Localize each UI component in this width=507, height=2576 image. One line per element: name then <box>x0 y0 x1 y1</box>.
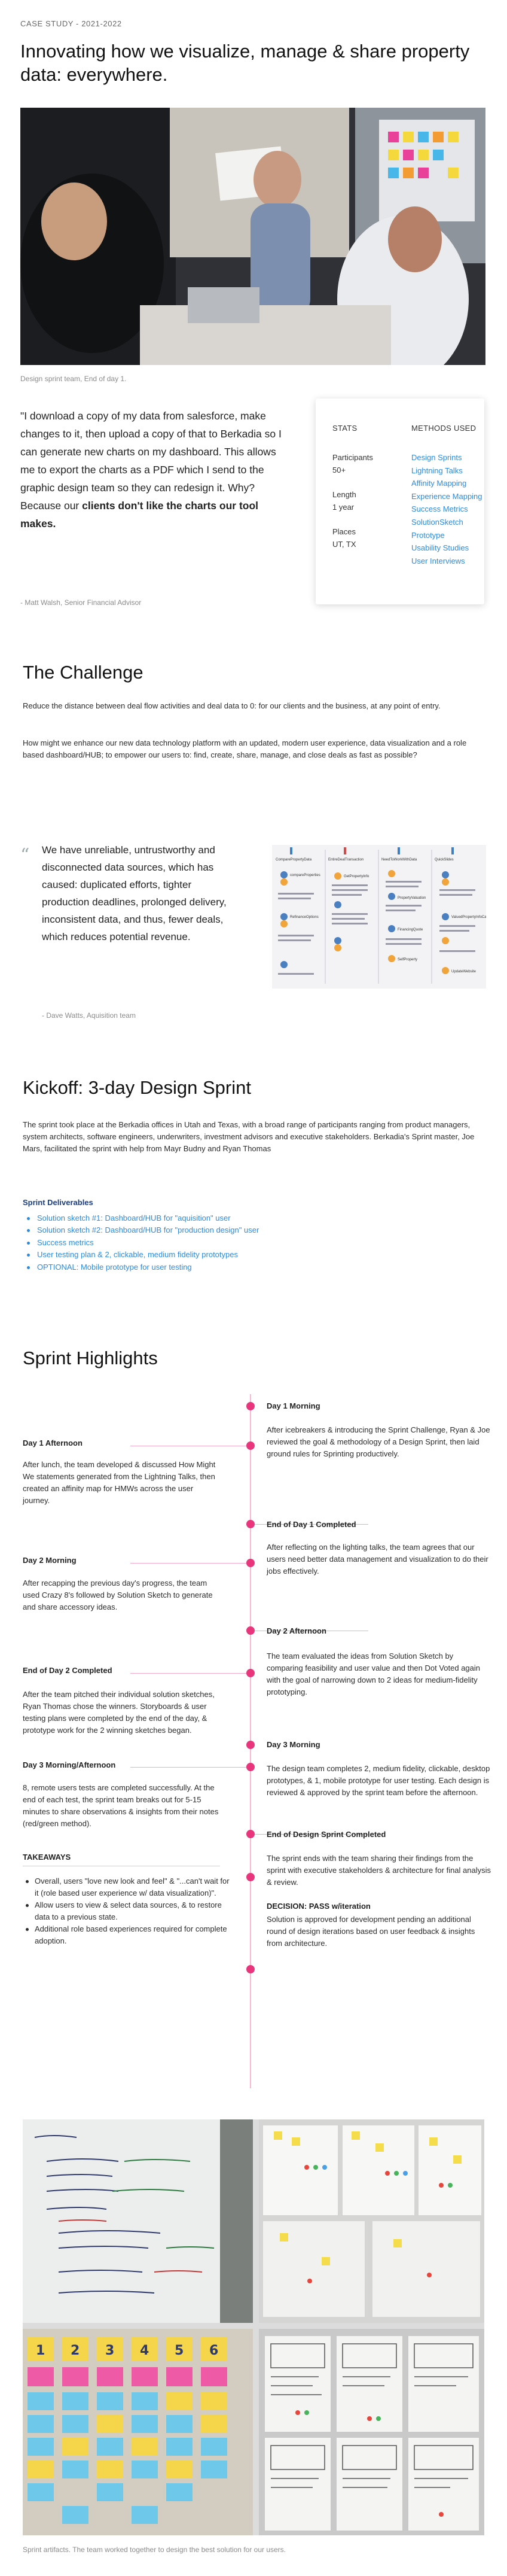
timeline-left-heading: Day 3 Morning/Afternoon <box>23 1760 116 1769</box>
stats-heading: STATS <box>332 424 358 433</box>
stats-card <box>316 399 484 604</box>
method-link[interactable]: Affinity Mapping <box>411 479 467 488</box>
challenge-title: The Challenge <box>23 662 143 683</box>
timeline-left-text: 8, remote users tests are completed successfully. At the end of each test, the sprint team breaks out for 5-15 minutes to share observations & insights from their notes (red/green method). <box>23 1783 219 1828</box>
deliverable-item[interactable]: Solution sketch #2: Dashboard/HUB for "production design" user <box>37 1224 259 1236</box>
diagram-node-label: GetPropertyInfo <box>344 875 369 878</box>
timeline-dot <box>246 1965 255 1973</box>
diagram-node-label: FinancingQuote <box>398 928 423 932</box>
timeline-dot <box>246 1830 255 1838</box>
timeline-dot <box>246 1873 255 1881</box>
quote-mark-icon: “ <box>20 845 30 866</box>
diagram-node-label: ValuedPropertyInfoCard <box>451 916 486 919</box>
board-number: 6 <box>209 2343 219 2358</box>
timeline-left-heading: Day 1 Afternoon <box>23 1438 83 1447</box>
deliverables-list <box>37 1212 259 1273</box>
diagram-node-label: RefinanceOptions <box>290 916 319 919</box>
timeline-right-heading: End of Design Sprint Completed <box>267 1830 386 1839</box>
hero-caption: Design sprint team, End of day 1. <box>20 375 127 383</box>
deliverable-item[interactable]: User testing plan & 2, clickable, medium fidelity prototypes <box>37 1249 259 1261</box>
method-link[interactable]: Design Sprints <box>411 453 462 462</box>
sprint-artifacts-photos <box>23 2119 484 2535</box>
challenge-quote-attribution: - Dave Watts, Aquisition team <box>42 1011 136 1020</box>
highlights-title: Sprint Highlights <box>23 1348 158 1368</box>
timeline-left-text: After the team pitched their individual solution sketches, Ryan Thomas chose the winners. Storyboards & user testing plans were completed by the end of the day, & prototype work for the 2 winning sketches began. <box>23 1690 215 1735</box>
timeline-right-heading: End of Day 1 Completed <box>267 1520 356 1529</box>
challenge-para-1: Reduce the distance between deal flow activities and deal data to 0: for our clients and the business, at any point of entry. <box>23 701 441 710</box>
timeline-right-heading: Day 2 Afternoon <box>267 1626 326 1635</box>
diagram-column-label: QuickSlides <box>435 858 454 862</box>
board-number: 4 <box>140 2343 149 2358</box>
timeline-right-heading: Day 3 Morning <box>267 1740 320 1749</box>
timeline-left-text: After recapping the previous day's progress, the team used Crazy 8's followed by Solution Sketch to generate and share accessory ideas. <box>23 1579 213 1611</box>
intro-quote <box>20 407 283 533</box>
length-label: Length <box>332 490 356 499</box>
participants-label: Participants <box>332 453 373 462</box>
diagram-column-label: NeedToWorkWithData <box>381 858 417 862</box>
diagram-node-label: SelfProperty <box>398 958 418 962</box>
takeaway-item: Overall, users "love new look and feel" & "...can't wait for it (role based user experience w/ data visualization)". <box>35 1875 232 1899</box>
timeline-dot <box>246 1402 255 1410</box>
timeline-left-text: After lunch, the team developed & discussed How Might We statements generated from the Lightning Talks, then created an affinity map for HMWs across the user journey. <box>23 1460 216 1505</box>
timeline-right-heading: Day 1 Morning <box>267 1401 320 1410</box>
kickoff-title: Kickoff: 3-day Design Sprint <box>23 1077 251 1098</box>
deliverable-item[interactable]: Success metrics <box>37 1237 259 1249</box>
timeline-left-heading: End of Day 2 Completed <box>23 1666 112 1675</box>
method-link[interactable]: SolutionSketch <box>411 517 463 527</box>
page-title: Innovating how we visualize, manage & share property data: everywhere. <box>20 41 470 85</box>
method-link[interactable]: Lightning Talks <box>411 466 463 475</box>
places-value: UT, TX <box>332 540 356 549</box>
intro-quote-emphasis: clients don't like the charts our tool makes. <box>20 500 259 530</box>
diagram-node-label: PropertyValuation <box>398 896 426 900</box>
takeaway-item: Additional role based experiences required for complete adoption. <box>35 1923 232 1947</box>
artifacts-caption: Sprint artifacts. The team worked together to design the best solution for our users. <box>23 2545 286 2554</box>
case-study-eyebrow: CASE STUDY - 2021-2022 <box>20 19 122 28</box>
takeaways-list <box>35 1875 232 1947</box>
deliverables-title: Sprint Deliverables <box>23 1198 93 1207</box>
decision-text: Solution is approved for development pending an additional round of design iterations based on user feedback & insights from architecture. <box>267 1915 475 1948</box>
timeline-dot <box>246 1559 255 1567</box>
takeaway-item: Allow users to view & select data sources, & to restore data to a previous state. <box>35 1899 232 1923</box>
timeline-connector <box>130 1563 246 1564</box>
places-label: Places <box>332 527 356 536</box>
diagram-column-label: EntireDealTransaction <box>328 858 364 862</box>
timeline-right-text: The team evaluated the ideas from Solution Sketch by comparing feasibility and user value and then Dot Voted again with the goal of narrowing down to 2 ideas for medium-fidelity prototyping. <box>267 1652 481 1696</box>
board-number: 1 <box>36 2343 45 2358</box>
timeline-dot <box>246 1520 255 1528</box>
timeline-dot <box>246 1669 255 1677</box>
diagram-column-label: ComparePropertyData <box>276 858 312 862</box>
timeline-left-heading: Day 2 Morning <box>23 1556 77 1565</box>
method-link[interactable]: Usability Studies <box>411 543 469 553</box>
intro-quote-text: "I download a copy of my data from salesforce, make changes to it, then upload a copy of that to Berkadia so I can generate new charts on my dashboard. This allows me to export the charts as a PDF which I send to the graphic design team so they can redesign it. Why? Because our <box>20 410 282 512</box>
timeline-connector <box>130 1673 246 1674</box>
hero-photo <box>20 108 485 365</box>
experience-map-diagram <box>272 845 486 989</box>
kickoff-para: The sprint took place at the Berkadia offices in Utah and Texas, with a broad range of participants ranging from product managers, system architects, software engineers, underwriters, investment advisors and executive stakeholders. Berkadia's Sprint master, Joe Mars, facilitated the sprint with help from Mayr Budny and Ryan Thomas <box>23 1120 475 1153</box>
methods-list <box>411 451 482 567</box>
method-link[interactable]: User Interviews <box>411 556 465 565</box>
timeline-right-text: The design team completes 2, medium fidelity, clickable, desktop prototypes, & 1, mobile prototype for user testing. Each design is reviewed & approved by the sprint team before the afternoon. <box>267 1764 490 1797</box>
deliverable-item[interactable]: Solution sketch #1: Dashboard/HUB for "aquisition" user <box>37 1212 259 1224</box>
challenge-quote: We have unreliable, untrustworthy and disconnected data sources, which has caused: duplicated efforts, tighter production deadlines, prolonged delivery, inconsistent data, and thus, fewer deals, which reduces potential revenue. <box>42 844 227 942</box>
board-number: 2 <box>71 2343 80 2358</box>
method-link[interactable]: Experience Mapping <box>411 491 482 501</box>
timeline-connector <box>130 1767 246 1768</box>
timeline-dot <box>246 1441 255 1450</box>
decision-heading: DECISION: PASS w/iteration <box>267 1902 371 1911</box>
methods-heading: METHODS USED <box>411 424 477 433</box>
intro-quote-attribution: - Matt Walsh, Senior Financial Advisor <box>20 598 142 607</box>
timeline-dot <box>246 1741 255 1749</box>
diagram-node-label: compareProperties <box>290 874 320 877</box>
participants-value: 50+ <box>332 466 346 475</box>
method-link[interactable]: Success Metrics <box>411 504 468 514</box>
timeline-right-text: After icebreakers & introducing the Sprint Challenge, Ryan & Joe reviewed the goal & methodology of a Design Sprint, then laid ground rules for Sprinting productively. <box>267 1425 490 1458</box>
method-link[interactable]: Prototype <box>411 530 445 540</box>
timeline-dot <box>246 1763 255 1771</box>
timeline-right-text: After reflecting on the lighting talks, the team agrees that our users need better data management and visualization to do their jobs effectively. <box>267 1543 488 1576</box>
diagram-node-label: UpdateWebsite <box>451 970 476 974</box>
challenge-para-2: How might we enhance our new data technology platform with an updated, modern user experience, data visualization and a role based dashboard/HUB; to empower our users to: find, create, share, manage, and close deals as fast as possible? <box>23 738 467 759</box>
board-number: 3 <box>105 2343 115 2358</box>
timeline-right-text: The sprint ends with the team sharing their findings from the sprint with executive stakeholders & architecture for final analysis & review. <box>267 1854 491 1887</box>
length-value: 1 year <box>332 503 355 512</box>
board-number: 5 <box>175 2343 184 2358</box>
timeline-dot <box>246 1626 255 1635</box>
deliverable-item[interactable]: OPTIONAL: Mobile prototype for user testing <box>37 1261 259 1273</box>
takeaways-heading: TAKEAWAYS <box>23 1853 71 1862</box>
